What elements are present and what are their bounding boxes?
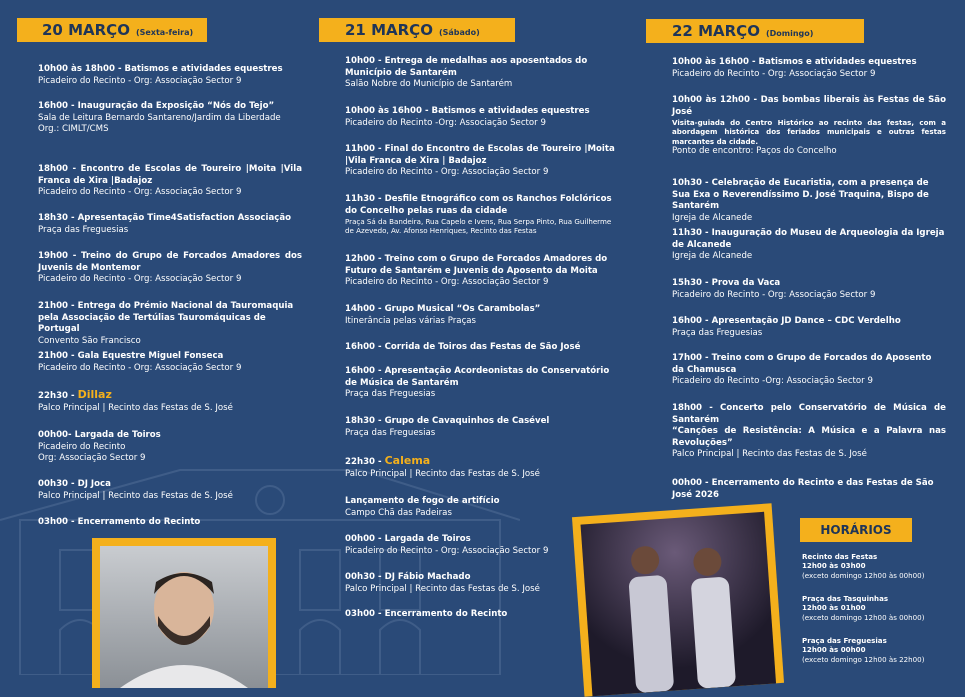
horario-item: Praça das Freguesias 12h00 às 00h00 (exceto domingo 12h00 às 22h00) xyxy=(802,636,925,664)
duo-illustration xyxy=(581,512,777,696)
event-item: 10h00 - Entrega de medalhas aos aposentados do Município de Santarém Salão Nobre do Município de Santarém xyxy=(345,56,588,89)
day-weekday: (Sábado) xyxy=(438,28,480,37)
event-item: 14h00 - Grupo Musical “Os Carambolas” Itinerância pelas várias Praças xyxy=(345,304,541,326)
event-item: 11h00 - Final do Encontro de Escolas de Toureiro |Moita |Vila Franca de Xira | Badajoz Picadeiro do Recinto - Org: Associação Sector 9 xyxy=(345,144,615,177)
event-item: 10h30 - Celebração de Eucaristia, com a presença de Sua Exa o Reverendíssimo D. José Traquina, Bispo de Santarém Igreja de Alcanede xyxy=(672,178,929,223)
horario-item: Praça das Tasquinhas 12h00 às 01h00 (exceto domingo 12h00 às 00h00) xyxy=(802,594,925,622)
event-item: 10h00 às 16h00 - Batismos e atividades equestres Picadeiro do Recinto -Org: Associação Sector 9 xyxy=(345,106,590,128)
event-item: 18h00 - Concerto pelo Conservatório de Música de Santarém “Canções de Resistência: A Música e a Palavra nas Revoluções” Palco Principal | Recinto das Festas de S. José xyxy=(672,403,946,459)
event-item: 03h00 - Encerramento do Recinto xyxy=(38,517,201,527)
event-item: 18h00 - Encontro de Escolas de Toureiro |Moita |Vila Franca de Xira |Badajoz Picadeiro do Recinto - Org: Associação Sector 9 xyxy=(38,164,302,197)
event-item: 18h30 - Apresentação Time4Satisfaction Associação Praça das Freguesias xyxy=(38,213,292,235)
day-date: 21 MARÇO xyxy=(345,21,433,39)
event-item: 10h00 às 16h00 - Batismos e atividades equestres Picadeiro do Recinto - Org: Associação Sector 9 xyxy=(672,57,917,79)
event-item: 00h00 - Largada de Toiros Picadeiro do Recinto - Org: Associação Sector 9 xyxy=(345,534,549,556)
event-item: 17h00 - Treino com o Grupo de Forcados do Aposento da Chamusca Picadeiro do Recinto -Org: Associação Sector 9 xyxy=(672,353,932,386)
event-item: 16h00 - Apresentação Acordeonistas do Conservatório de Música de Santarém Praça das Freguesias xyxy=(345,366,610,399)
event-item: 11h30 - Inauguração do Museu de Arqueologia da Igreja de Alcanede Igreja de Alcanede xyxy=(672,228,945,261)
event-item: 03h00 - Encerramento do Recinto xyxy=(345,609,508,619)
event-item: 10h00 às 18h00 - Batismos e atividades equestres Picadeiro do Recinto - Org: Associação Sector 9 xyxy=(38,64,283,86)
day-weekday: (Sexta-feira) xyxy=(135,28,194,37)
event-item: Lançamento de fogo de artifício Campo Chã das Padeiras xyxy=(345,496,500,518)
day-date: 20 MARÇO xyxy=(42,21,130,39)
day-header-21 xyxy=(319,18,515,42)
horario-item: Recinto das Festas 12h00 às 03h00 (exceto domingo 12h00 às 00h00) xyxy=(802,552,925,580)
day-header-22 xyxy=(646,19,864,43)
headliner-name: Calema xyxy=(384,454,431,467)
event-item: 15h30 - Prova da Vaca Picadeiro do Recinto - Org: Associação Sector 9 xyxy=(672,278,876,300)
event-item: 16h00 - Apresentação JD Dance – CDC Verdelho Praça das Freguesias xyxy=(672,316,901,338)
event-item: 16h00 - Corrida de Toiros das Festas de São José xyxy=(345,342,581,352)
portrait-illustration xyxy=(100,546,268,688)
artist-photo-calema xyxy=(572,503,784,697)
event-item-headliner: 22h30 - Calema Palco Principal | Recinto das Festas de S. José xyxy=(345,454,540,479)
event-item: 00h00- Largada de Toiros Picadeiro do Recinto Org: Associação Sector 9 xyxy=(38,430,161,463)
event-item-headliner: 22h30 - Dillaz Palco Principal | Recinto das Festas de S. José xyxy=(38,388,233,413)
event-item: 19h00 - Treino do Grupo de Forcados Amadores dos Juvenis de Montemor Picadeiro do Recinto - Org: Associação Sector 9 xyxy=(38,251,302,284)
day-weekday: (Domingo) xyxy=(765,29,814,38)
event-item: 00h30 - DJ Joca Palco Principal | Recinto das Festas de S. José xyxy=(38,479,233,501)
event-item: 16h00 - Inauguração da Exposição “Nós do Tejo” Sala de Leitura Bernardo Santareno/Jardim da Liberdade Org.: CIMLT/CMS xyxy=(38,101,281,134)
event-item: 10h00 às 12h00 - Das bombas liberais às Festas de São José Visita-guiada do Centro Histórico ao recinto das festas, com a abordagem histórica dos feriados municipais e outras festas marcantes da cidade. Ponto de encontro: Paços do Concelho xyxy=(672,95,946,157)
horarios-title: HORÁRIOS xyxy=(800,518,912,542)
artist-photo-dillaz xyxy=(92,538,276,688)
event-item: 21h00 - Gala Equestre Miguel Fonseca Picadeiro do Recinto - Org: Associação Sector 9 xyxy=(38,351,242,373)
day-date: 22 MARÇO xyxy=(672,22,760,40)
event-item: 00h30 - DJ Fábio Machado Palco Principal | Recinto das Festas de S. José xyxy=(345,572,540,594)
headliner-name: Dillaz xyxy=(77,388,112,401)
event-item: 11h30 - Desfile Etnográfico com os Ranchos Folclóricos do Concelho pelas ruas da cidade Praça Sá da Bandeira, Rua Capelo e Ivens, Rua Serpa Pinto, Rua Guilherme de Azevedo, Av. Afonso Henriques, Recinto das Festas xyxy=(345,194,612,236)
event-item: 12h00 - Treino com o Grupo de Forcados Amadores do Futuro de Santarém e Juvenis do Aposento da Moita Picadeiro do Recinto - Org: Associação Sector 9 xyxy=(345,254,608,287)
event-item: 21h00 - Entrega do Prémio Nacional da Tauromaquia pela Associação de Tertúlias Tauromáquicas de Portugal Convento São Francisco xyxy=(38,301,294,346)
day-header-20 xyxy=(17,18,207,42)
event-item: 18h30 - Grupo de Cavaquinhos de Casével Praça das Freguesias xyxy=(345,416,550,438)
event-item: 00h00 - Encerramento do Recinto e das Festas de São José 2026 xyxy=(672,478,934,500)
